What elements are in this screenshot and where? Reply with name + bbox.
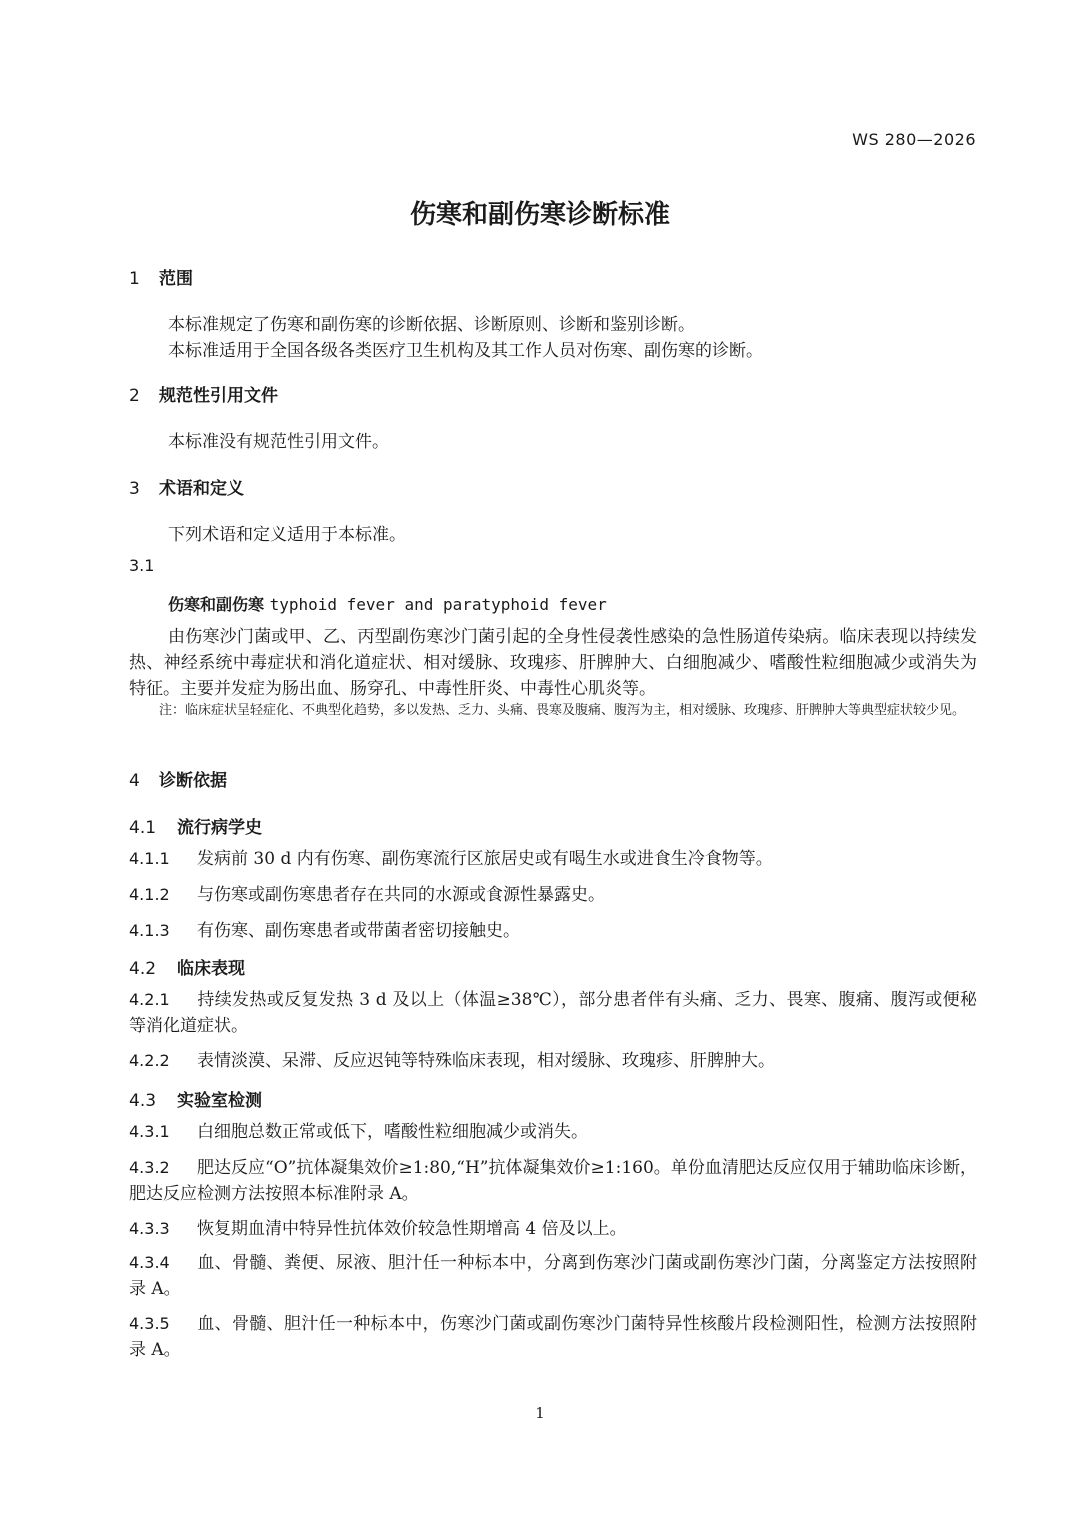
subsection-number: 4.1 [129,818,157,838]
subsection-number: 4.2 [129,959,157,979]
clause-4-3-5 [129,1311,977,1363]
paragraph: 本标准规定了伤寒和副伤寒的诊断依据、诊断原则、诊断和鉴别诊断。 [168,315,695,335]
paragraph: 下列术语和定义适用于本标准。 [168,525,406,545]
subsection-title: 流行病学史 [177,818,262,838]
clause-number: 4.2.2 [129,1051,170,1070]
clause-number: 4.3.3 [129,1219,170,1238]
section-title: 诊断依据 [159,771,227,791]
page-number: 1 [535,1404,545,1422]
clause-4-2-2 [129,1048,977,1074]
clause-text: 持续发热或反复发热 3 d 及以上（体温≥38℃），部分患者伴有头痛、乏力、畏寒、腹痛、腹泻或便秘等消化道症状。 [129,990,977,1036]
clause-4-2-1 [129,987,977,1039]
clause-number: 4.3.1 [129,1122,170,1141]
clause-4-3-1 [129,1119,977,1145]
term-chinese: 伤寒和副伤寒 [168,595,265,614]
section-number: 3 [129,479,140,499]
clause-text: 白细胞总数正常或低下，嗜酸性粒细胞减少或消失。 [197,1122,588,1142]
clause-text: 血、骨髓、粪便、尿液、胆汁任一种标本中，分离到伤寒沙门菌或副伤寒沙门菌，分离鉴定方法按照附录 A。 [129,1253,977,1299]
section-number: 2 [129,386,140,406]
section-4-heading [129,766,227,791]
clause-4-1-3 [129,918,977,944]
section-number: 1 [129,269,140,289]
clause-number: 4.1.1 [129,849,170,868]
subsection-title: 临床表现 [177,959,245,979]
clause-number: 4.3.5 [129,1314,170,1333]
section-title: 范围 [159,269,193,289]
clause-4-3-4 [129,1250,977,1302]
clause-number: 4.3.2 [129,1158,170,1177]
subsection-4-2-heading [129,954,245,979]
paragraph: 本标准适用于全国各级各类医疗卫生机构及其工作人员对伤寒、副伤寒的诊断。 [168,341,763,361]
clause-text: 有伤寒、副伤寒患者或带菌者密切接触史。 [197,921,520,941]
clause-4-3-2 [129,1155,977,1207]
clause-number: 4.3.4 [129,1253,170,1272]
clause-number: 4.1.3 [129,921,170,940]
subsection-number: 4.3 [129,1091,157,1111]
section-title: 规范性引用文件 [159,386,278,406]
term-definition: 由伤寒沙门菌或甲、乙、丙型副伤寒沙门菌引起的全身性侵袭性感染的急性肠道传染病。临床表现以持续发热、神经系统中毒症状和消化道症状、相对缓脉、玫瑰疹、肝脾肿大、白细胞减少、嗜酸性粒细胞减少或消失为特征。主要并发症为肠出血、肠穿孔、中毒性肝炎、中毒性心肌炎等。 [129,627,977,699]
clause-text: 发病前 30 d 内有伤寒、副伤寒流行区旅居史或有喝生水或进食生冷食物等。 [197,849,773,869]
section-title: 术语和定义 [159,479,244,499]
clause-text: 血、骨髓、胆汁任一种标本中，伤寒沙门菌或副伤寒沙门菌特异性核酸片段检测阳性，检测方法按照附录 A。 [129,1314,977,1360]
clause-4-1-1 [129,846,977,872]
paragraph: 本标准没有规范性引用文件。 [168,432,389,452]
note: 注：临床症状呈轻症化、不典型化趋势，多以发热、乏力、头痛、畏寒及腹痛、腹泻为主，相对缓脉、玫瑰疹、肝脾肿大等典型症状较少见。 [159,703,966,718]
section-number: 4 [129,771,140,791]
clause-4-1-2 [129,882,977,908]
subsection-4-3-heading [129,1086,262,1111]
subclause-number: 3.1 [129,556,155,575]
standard-number: WS 280—2026 [852,130,976,149]
clause-4-3-3 [129,1216,977,1242]
section-3-heading [129,474,244,499]
clause-text: 肥达反应“O”抗体凝集效价≥1:80,“H”抗体凝集效价≥1:160。单份血清肥达反应仅用于辅助临床诊断，肥达反应检测方法按照本标准附录 A。 [129,1158,977,1204]
document-title: 伤寒和副伤寒诊断标准 [409,200,670,230]
clause-number: 4.2.1 [129,990,170,1009]
subsection-4-1-heading [129,813,262,838]
section-1-heading [129,264,193,289]
clause-text: 恢复期血清中特异性抗体效价较急性期增高 4 倍及以上。 [197,1219,627,1239]
section-2-heading [129,381,278,406]
subsection-title: 实验室检测 [177,1091,262,1111]
clause-number: 4.1.2 [129,885,170,904]
clause-text: 表情淡漠、呆滞、反应迟钝等特殊临床表现，相对缓脉、玫瑰疹、肝脾肿大。 [197,1051,775,1071]
clause-text: 与伤寒或副伤寒患者存在共同的水源或食源性暴露史。 [197,885,605,905]
term-entry [168,592,607,615]
term-english: typhoid fever and paratyphoid fever [269,595,607,614]
